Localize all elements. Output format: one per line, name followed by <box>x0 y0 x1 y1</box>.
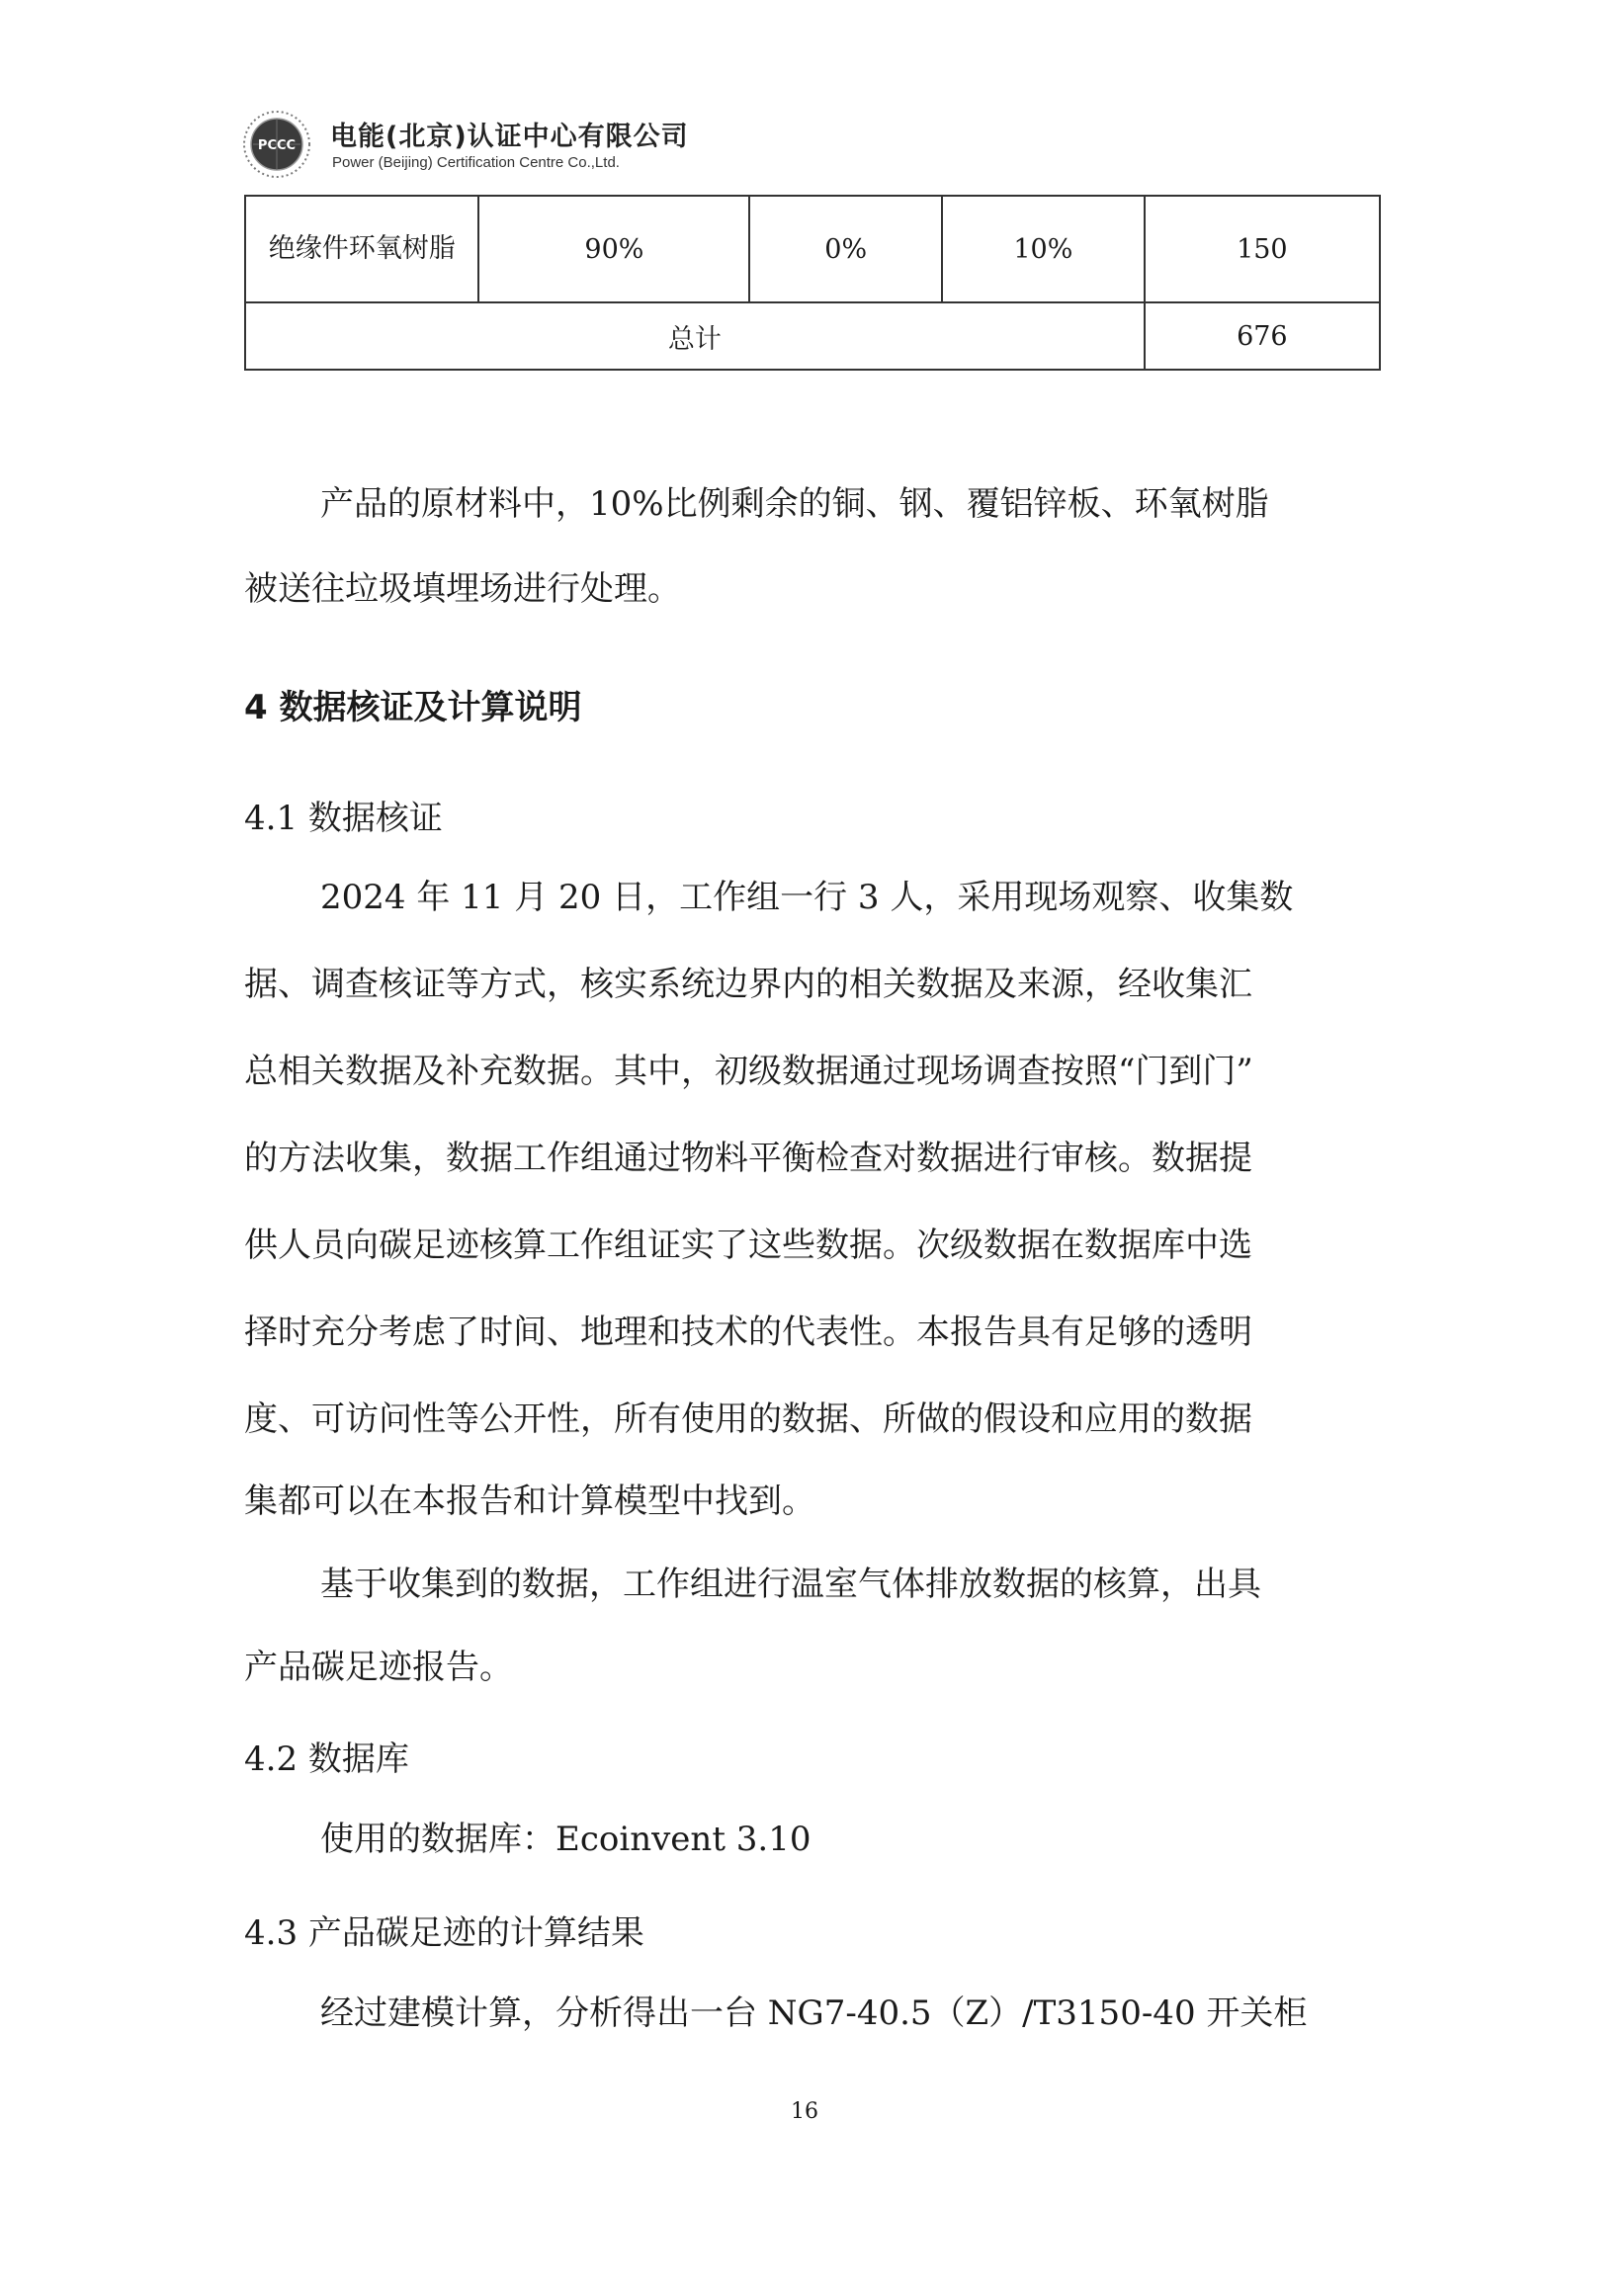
total-label: 总计 <box>245 302 1145 370</box>
paragraph-line: 据、调查核证等方式，核实系统边界内的相关数据及来源，经收集汇 <box>244 965 1252 1004</box>
table-cell: 150 <box>1145 196 1380 302</box>
paragraph-line: 度、可访问性等公开性，所有使用的数据、所做的假设和应用的数据 <box>244 1399 1252 1439</box>
paragraph-line: 被送往垃圾填埋场进行处理。 <box>244 569 681 609</box>
table-cell: 0% <box>749 196 942 302</box>
table-row <box>245 196 1380 302</box>
table-cell: 10% <box>942 196 1145 302</box>
paragraph-line: 2024 年 11 月 20 日，工作组一行 3 人，采用现场观察、收集数 <box>320 878 1294 917</box>
emissions-table <box>244 195 1381 371</box>
total-value: 676 <box>1145 302 1380 370</box>
subsection-heading: 4.1 数据核证 <box>244 799 443 838</box>
paragraph-line: 产品碳足迹报告。 <box>244 1648 513 1687</box>
page-header <box>241 107 834 186</box>
paragraph-line: 供人员向碳足迹核算工作组证实了这些数据。次级数据在数据库中选 <box>244 1226 1252 1265</box>
paragraph-line: 经过建模计算，分析得出一台 NG7-40.5（Z）/T3150-40 开关柜 <box>320 1993 1308 2033</box>
material-cell: 绝缘件环氧树脂 <box>245 196 478 302</box>
paragraph-line: 使用的数据库：Ecoinvent 3.10 <box>320 1820 812 1859</box>
company-name-english: Power (Beijing) Certification Centre Co.,Ltd. <box>332 154 620 171</box>
page-number: 16 <box>791 2099 818 2124</box>
section-heading: 4 数据核证及计算说明 <box>244 688 582 727</box>
paragraph-line: 产品的原材料中，10%比例剩余的铜、钢、覆铝锌板、环氧树脂 <box>320 484 1269 524</box>
logo-text: PCCC <box>257 138 297 153</box>
paragraph-line: 集都可以在本报告和计算模型中找到。 <box>244 1482 815 1521</box>
total-row <box>245 302 1380 370</box>
paragraph-line: 择时充分考虑了时间、地理和技术的代表性。本报告具有足够的透明 <box>244 1313 1252 1352</box>
paragraph-line: 基于收集到的数据，工作组进行温室气体排放数据的核算，出具 <box>320 1565 1261 1604</box>
paragraph-line: 的方法收集，数据工作组通过物料平衡检查对数据进行审核。数据提 <box>244 1139 1252 1178</box>
company-name-chinese: 电能(北京)认证中心有限公司 <box>330 122 689 152</box>
pccc-logo-icon <box>241 109 312 180</box>
subsection-heading: 4.2 数据库 <box>244 1739 409 1779</box>
subsection-heading: 4.3 产品碳足迹的计算结果 <box>244 1913 644 1953</box>
paragraph-line: 总相关数据及补充数据。其中，初级数据通过现场调查按照“门到门” <box>244 1052 1253 1091</box>
table-cell: 90% <box>478 196 749 302</box>
